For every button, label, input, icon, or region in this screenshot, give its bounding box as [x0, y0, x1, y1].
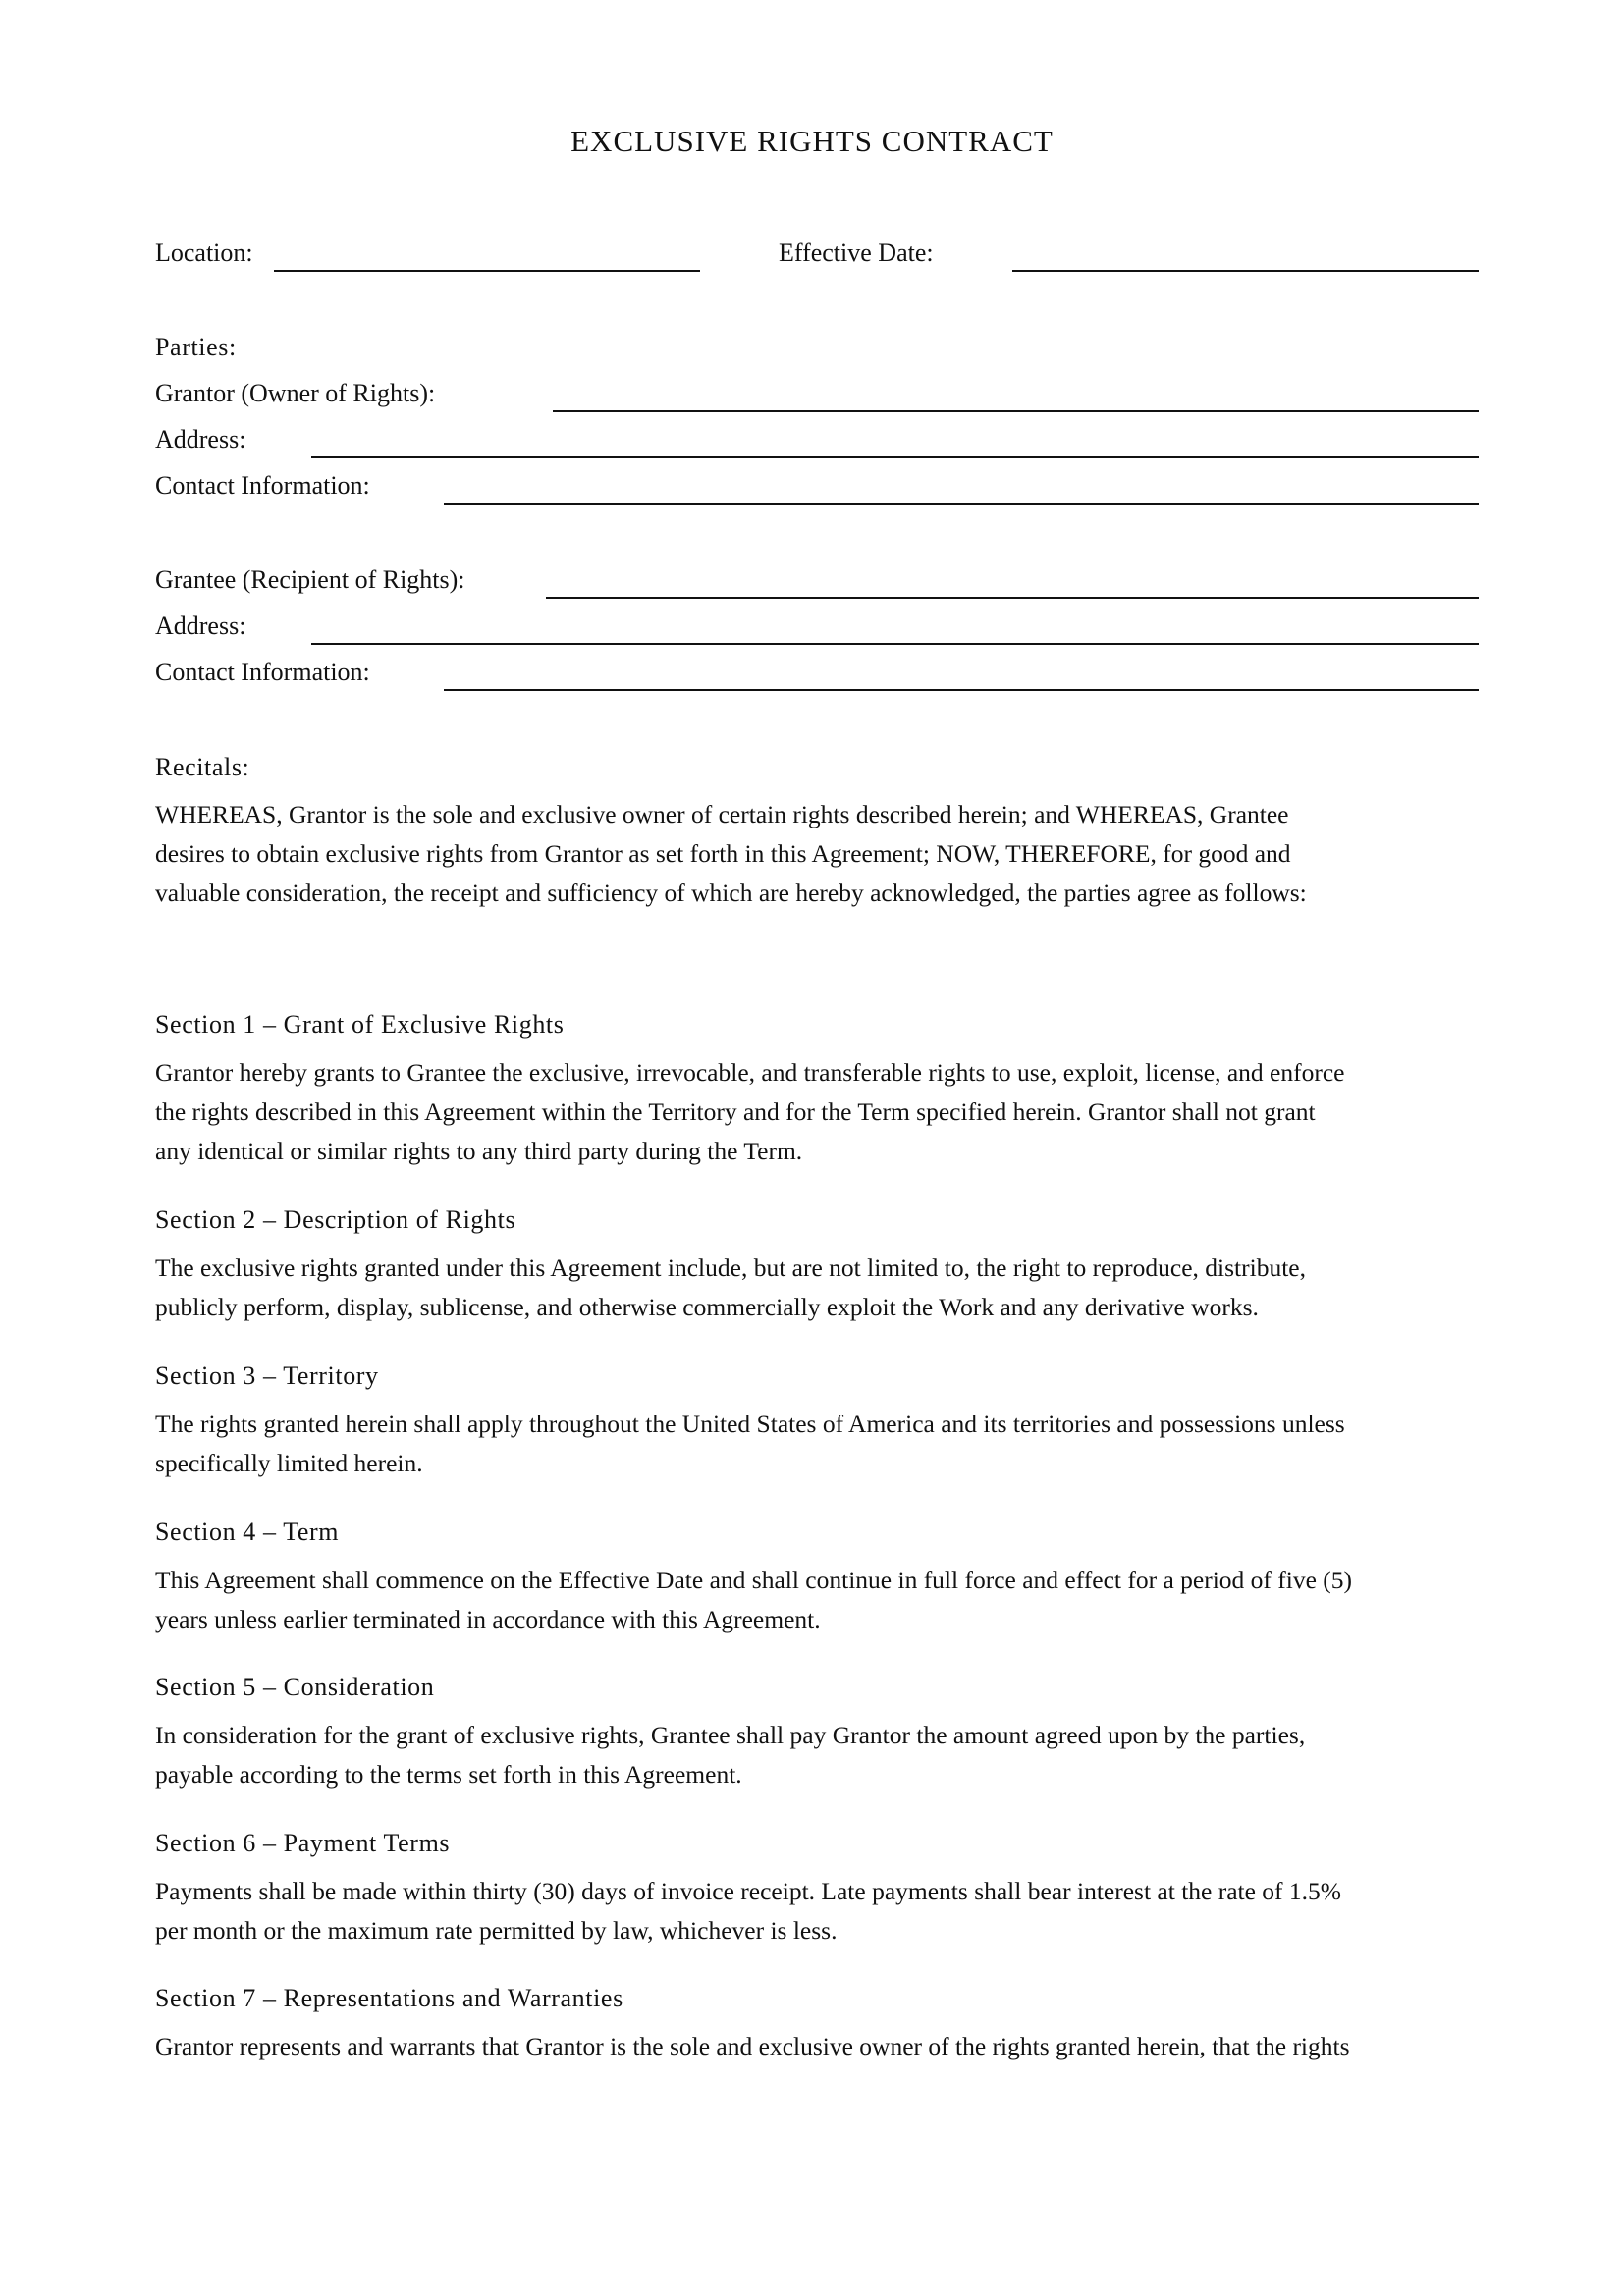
grantee-contact-field[interactable] [444, 689, 1479, 691]
grantor-contact-field[interactable] [444, 503, 1479, 505]
section-7-body [155, 2027, 1481, 2066]
grantor-address-label: Address: [155, 425, 246, 454]
section-3-line: The rights granted herein shall apply throughout the United States of America and its territories and possessions unless [155, 1410, 1345, 1438]
section-1-line: any identical or similar rights to any third party during the Term. [155, 1137, 803, 1165]
grantee-address-label: Address: [155, 612, 246, 640]
grantor-contact-label: Contact Information: [155, 471, 370, 500]
section-7-heading: Section 7 – Representations and Warranties [155, 1984, 623, 2012]
recitals-line: valuable consideration, the receipt and sufficiency of which are hereby acknowledged, the parties agree as follows: [155, 879, 1307, 907]
recitals-paragraph [155, 795, 1481, 913]
effective-date-label: Effective Date: [779, 239, 934, 267]
grantee-address-field[interactable] [311, 643, 1479, 645]
section-1-line: the rights described in this Agreement within the Territory and for the Term specified herein. Grantor shall not grant [155, 1097, 1316, 1126]
effective-date-field[interactable] [1012, 270, 1479, 272]
grantor-label: Grantor (Owner of Rights): [155, 379, 436, 407]
section-7-line: Grantor represents and warrants that Grantor is the sole and exclusive owner of the rights granted herein, that the rights [155, 2032, 1350, 2060]
section-3-body [155, 1405, 1481, 1483]
section-6-body [155, 1872, 1481, 1950]
location-field[interactable] [274, 270, 700, 272]
section-4-heading: Section 4 – Term [155, 1518, 340, 1546]
grantor-address-field[interactable] [311, 456, 1479, 458]
parties-heading: Parties: [155, 333, 237, 361]
section-1-body [155, 1053, 1481, 1171]
section-4-body [155, 1561, 1481, 1639]
section-1-line: Grantor hereby grants to Grantee the exclusive, irrevocable, and transferable rights to use, exploit, license, and enforce [155, 1058, 1345, 1087]
section-4-line: This Agreement shall commence on the Effective Date and shall continue in full force and effect for a period of five (5) [155, 1566, 1353, 1594]
document-title: EXCLUSIVE RIGHTS CONTRACT [570, 124, 1054, 158]
section-5-line: In consideration for the grant of exclusive rights, Grantee shall pay Grantor the amount agreed upon by the parties, [155, 1721, 1306, 1749]
section-3-heading: Section 3 – Territory [155, 1362, 379, 1390]
grantee-name-field[interactable] [546, 597, 1479, 599]
grantor-name-field[interactable] [553, 410, 1479, 412]
recitals-line: desires to obtain exclusive rights from Grantor as set forth in this Agreement; NOW, THEREFORE, for good and [155, 839, 1291, 868]
section-6-heading: Section 6 – Payment Terms [155, 1829, 451, 1857]
recitals-line: WHEREAS, Grantor is the sole and exclusive owner of certain rights described herein; and WHEREAS, Grantee [155, 800, 1289, 828]
section-3-line: specifically limited herein. [155, 1449, 423, 1477]
section-5-heading: Section 5 – Consideration [155, 1673, 435, 1701]
section-6-line: Payments shall be made within thirty (30) days of invoice receipt. Late payments shall bear interest at the rate of 1.5% [155, 1877, 1342, 1905]
section-5-line: payable according to the terms set forth in this Agreement. [155, 1760, 742, 1789]
section-2-heading: Section 2 – Description of Rights [155, 1205, 516, 1234]
section-2-body [155, 1249, 1481, 1327]
section-1-heading: Section 1 – Grant of Exclusive Rights [155, 1010, 565, 1039]
section-2-line: publicly perform, display, sublicense, and otherwise commercially exploit the Work and any derivative works. [155, 1293, 1259, 1321]
location-label: Location: [155, 239, 253, 267]
grantee-label: Grantee (Recipient of Rights): [155, 565, 465, 594]
grantee-contact-label: Contact Information: [155, 658, 370, 686]
section-4-line: years unless earlier terminated in accordance with this Agreement. [155, 1605, 821, 1633]
recitals-heading: Recitals: [155, 753, 250, 781]
section-6-line: per month or the maximum rate permitted by law, whichever is less. [155, 1916, 838, 1945]
section-5-body [155, 1716, 1481, 1794]
section-2-line: The exclusive rights granted under this Agreement include, but are not limited to, the right to reproduce, distribute, [155, 1254, 1306, 1282]
